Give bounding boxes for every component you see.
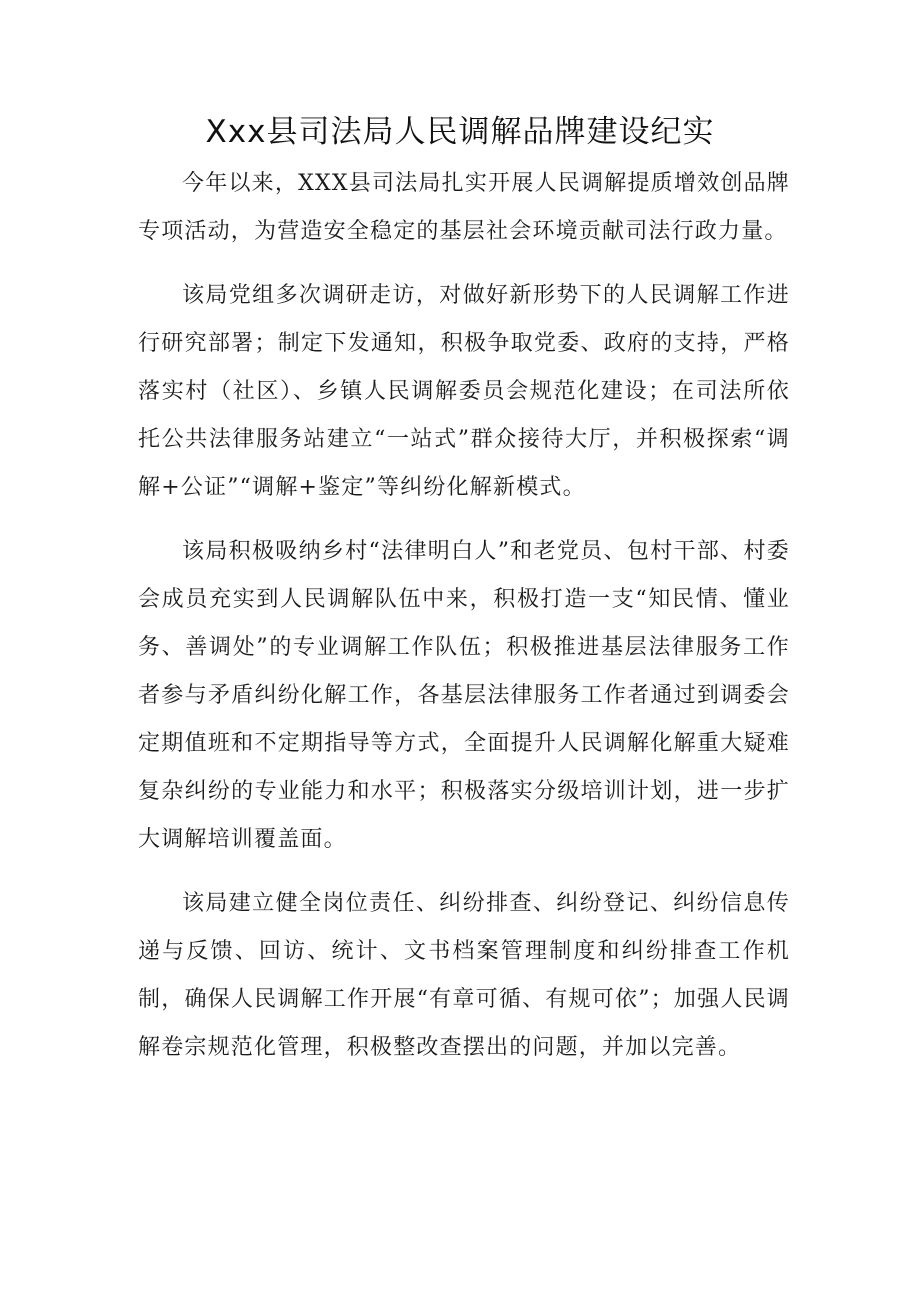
document-title: Xxx县司法局人民调解品牌建设纪实 [205,114,715,150]
paragraph-2: 该局党组多次调研走访，对做好新形势下的人民调解工作进行研究部署；制定下发通知，积极争取党委、政府的支持，严格落实村（社区）、乡镇人民调解委员会规范化建设；在司法所依托公共法律服务站建立“一站式”群众接待大厅，并积极探索“调解+公证”“调解+鉴定”等纠纷化解新模式。 [138,283,790,500]
paragraph-4: 该局建立健全岗位责任、纠纷排查、纠纷登记、纠纷信息传递与反馈、回访、统计、文书档案管理制度和纠纷排查工作机制，确保人民调解工作开展“有章可循、有规可依”；加强人民调解卷宗规范化管理，积极整改查摆出的问题，并加以完善。 [138,891,790,1060]
paragraph-3: 该局积极吸纳乡村“法律明白人”和老党员、包村干部、村委会成员充实到人民调解队伍中来，积极打造一支“知民情、懂业务、善调处”的专业调解工作队伍；积极推进基层法律服务工作者参与矛盾纠纷化解工作，各基层法律服务工作者通过到调委会定期值班和不定期指导等方式，全面提升人民调解化解重大疑难复杂纠纷的专业能力和水平；积极落实分级培训计划，进一步扩大调解培训覆盖面。 [138,539,790,852]
paragraph-1: 今年以来，XXX县司法局扎实开展人民调解提质增效创品牌专项活动，为营造安全稳定的基层社会环境贡献司法行政力量。 [138,171,790,244]
document-body [138,160,790,1088]
